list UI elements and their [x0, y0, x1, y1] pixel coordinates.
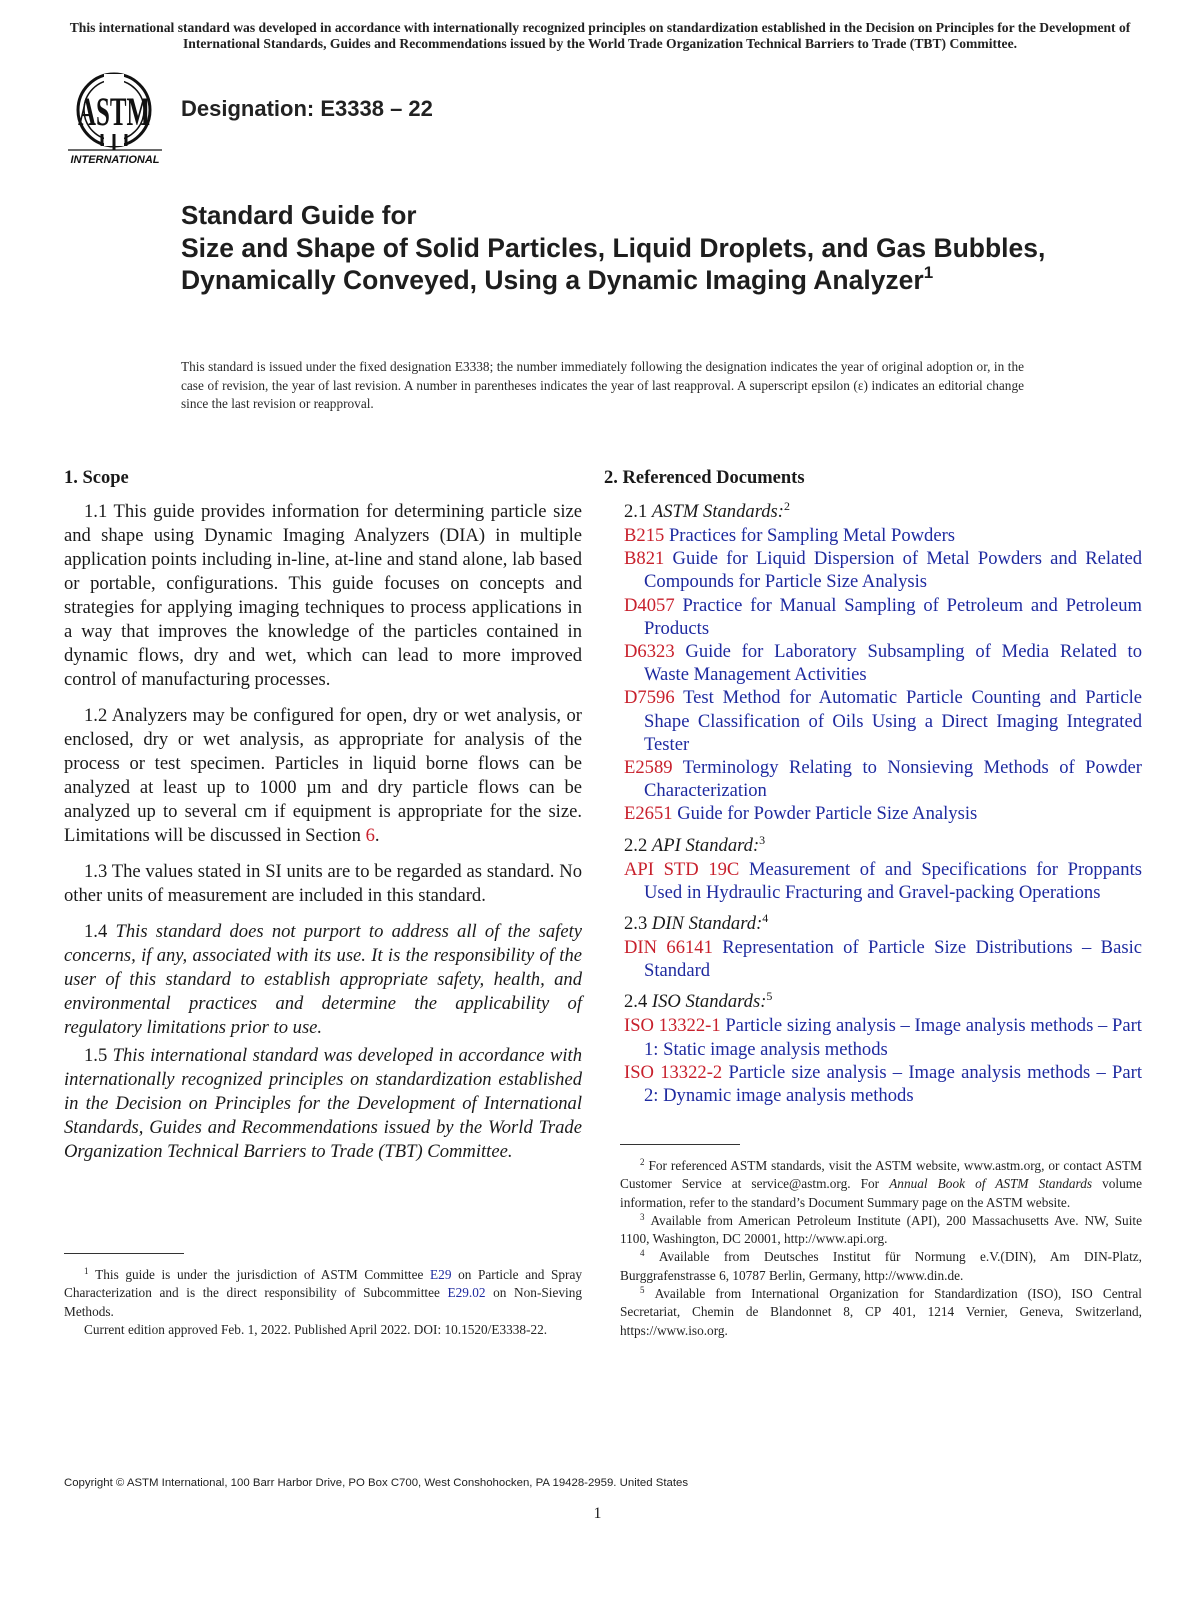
reference-item[interactable]	[604, 802, 1142, 825]
reference-title[interactable]: Practice for Manual Sampling of Petroleum and Petroleum Products	[644, 594, 1142, 639]
e29-02-link[interactable]: E29.02	[447, 1285, 486, 1301]
ref-group-heading: 2.4 ISO Standards:$^5$	[624, 989, 773, 1013]
footnote-4: $^4$ Available from Deutsches Institut für Normung e.V.(DIN), Am DIN-Platz, Burggrafenstrasse 6, 10787 Berlin, Germany, http://www.din.de.	[620, 1248, 1143, 1283]
reference-title[interactable]: Measurement of and Specifications for Proppants Used in Hydraulic Fracturing and Gravel-packing Operations	[644, 858, 1142, 903]
reference-item[interactable]	[604, 547, 1142, 593]
reference-code[interactable]: D4057	[624, 594, 675, 616]
ref-group-heading: 2.3 DIN Standard:$^4$	[624, 911, 769, 935]
reference-item[interactable]	[604, 524, 1142, 547]
footnote-1: $^1$ This guide is under the jurisdiction of ASTM Committee E29 on Particle and Spray Characterization and is the direct responsibility of Subcommittee E29.02 on Non-Sieving Methods.	[64, 1266, 583, 1319]
reference-item[interactable]	[604, 640, 1142, 686]
reference-title[interactable]: Particle size analysis – Image analysis methods – Part 2: Dynamic image analysis methods	[644, 1061, 1142, 1107]
current-edition: Current edition approved Feb. 1, 2022. Published April 2022. DOI: 10.1520/E3338-22.	[84, 1321, 548, 1337]
reference-code[interactable]: E2651	[624, 803, 673, 825]
reference-code[interactable]: E2589	[624, 757, 673, 779]
reference-title[interactable]: Test Method for Automatic Particle Counting and Particle Shape Classification of Oils Using a Direct Imaging Integrated Tester	[644, 687, 1142, 755]
logo-label-text: INTERNATIONAL	[70, 154, 160, 166]
reference-title[interactable]: Representation of Particle Size Distributions – Basic Standard	[644, 937, 1142, 982]
reference-item[interactable]	[604, 1061, 1142, 1107]
right-column	[604, 466, 1142, 1107]
referenced-heading: 2. Referenced Documents	[604, 468, 805, 488]
footnotes-left	[64, 1253, 582, 1339]
referenced-list	[604, 500, 1142, 1107]
scope-1-2: 1.2 Analyzers may be configured for open, dry or wet analysis, or enclosed, dry or wet analysis, as appropriate for analysis of the process or test specimen. Particles in liquid borne flows can be analyzed at least up to 1000 µm and dry particle flows can be analyzed up to several cm if equipment is appropriate for the size. Limitations will be discussed in Section 6.	[64, 705, 582, 846]
reference-title[interactable]: Practices for Sampling Metal Powders	[668, 525, 956, 546]
preface-note: This standard is issued under the fixed designation E3338; the number immediately following the designation indicates the year of original adoption or, in the case of revision, the year of last revision. A number in parentheses indicates the year of last reapproval. A superscript epsilon (ε) indicates an editorial change since the last revision or reapproval.	[181, 359, 1024, 411]
reference-item[interactable]	[604, 756, 1142, 802]
astm-logo-icon	[66, 70, 166, 166]
reference-code[interactable]: D6323	[624, 641, 675, 663]
title-footnote-mark: 1	[923, 263, 934, 282]
ref-group-heading: 2.1 ASTM Standards:$^2$	[624, 499, 790, 522]
reference-item[interactable]	[604, 686, 1142, 756]
title-line-1: Standard Guide for	[181, 200, 417, 230]
page-number: 1	[593, 1505, 602, 1522]
footnote-rule	[64, 1253, 184, 1254]
wto-notice: This international standard was developed in accordance with internationally recognized principles on standardization established in the Decision on Principles for the Development of International Standards, Guides and Recommendations issued by the World Trade Organization Technical Barriers to Trade (TBT) Committee.	[69, 20, 1131, 51]
reference-item[interactable]	[604, 594, 1142, 640]
title-main: Size and Shape of Solid Particles, Liquid Droplets, and Gas Bubbles, Dynamically Conveyed, Using a Dynamic Imaging Analyzer	[181, 233, 1046, 295]
e29-link[interactable]: E29	[430, 1267, 452, 1282]
footnote-2: $^2$ For referenced ASTM standards, visit the ASTM website, www.astm.org, or contact ASTM Customer Service at service@astm.org. For Annual Book of ASTM Standards volume information, refer to the standard’s Document Summary page on the ASTM website.	[620, 1157, 1143, 1210]
reference-title[interactable]: Guide for Liquid Dispersion of Metal Powders and Related Compounds for Particle Size Analysis	[644, 548, 1142, 593]
reference-title[interactable]: Particle sizing analysis – Image analysis methods – Part 1: Static image analysis methods	[644, 1015, 1142, 1060]
astm-logo	[66, 70, 166, 166]
footnotes-right	[620, 1144, 1142, 1340]
footnote-3: $^3$ Available from American Petroleum Institute (API), 200 Massachusetts Ave. NW, Suite 1100, Washington, DC 20001, http://www.api.org.	[620, 1211, 1142, 1247]
reference-code[interactable]: D7596	[624, 687, 675, 709]
scope-1-3: 1.3 The values stated in SI units are to be regarded as standard. No other units of measurement are included in this standard.	[64, 861, 582, 906]
reference-title[interactable]: Guide for Powder Particle Size Analysis	[677, 803, 978, 825]
designation: Designation: E3338 – 22	[181, 96, 433, 121]
reference-item[interactable]	[604, 936, 1142, 982]
ref-group-heading: 2.2 API Standard:$^3$	[624, 832, 766, 856]
left-column	[64, 466, 582, 1168]
footnote-5: $^5$ Available from International Organization for Standardization (ISO), ISO Central Secretariat, Chemin de Blandonnet 8, CP 401, 1214 Vernier, Geneva, Switzerland, https://www.iso.org.	[620, 1285, 1143, 1338]
footnote-rule	[620, 1144, 740, 1145]
document-title	[181, 198, 1061, 296]
reference-code[interactable]: DIN 66141	[624, 937, 713, 959]
logo-mark-text: ASTM	[78, 89, 150, 134]
copyright-line: Copyright © ASTM International, 100 Barr Harbor Drive, PO Box C700, West Conshohocken, PA 19428-2959. United States	[64, 1477, 689, 1489]
reference-item[interactable]	[604, 1014, 1142, 1060]
reference-code[interactable]: ISO 13322-2	[624, 1061, 723, 1083]
section-6-link[interactable]: 6	[365, 825, 375, 846]
reference-code[interactable]: B215	[624, 525, 665, 546]
reference-code[interactable]: API STD 19C	[624, 858, 740, 880]
title-line-2	[181, 232, 1061, 296]
reference-title[interactable]: Guide for Laboratory Subsampling of Media Related to Waste Management Activities	[644, 641, 1142, 686]
scope-heading: 1. Scope	[64, 468, 129, 488]
scope-1-4: 1.4 This standard does not purport to address all of the safety concerns, if any, associated with its use. It is the responsibility of the user of this standard to establish appropriate safety, health, and environmental practices and determine the applicability of regulatory limitations prior to use.	[64, 921, 582, 1038]
reference-code[interactable]: B821	[624, 548, 665, 570]
reference-code[interactable]: ISO 13322-1	[624, 1015, 721, 1037]
scope-1-5: 1.5 This international standard was developed in accordance with internationally recognized principles on standardization established in the Decision on Principles for the Development of International Standards, Guides and Recommendations issued by the World Trade Organization Technical Barriers to Trade (TBT) Committee.	[64, 1045, 582, 1162]
reference-title[interactable]: Terminology Relating to Nonsieving Methods of Powder Characterization	[644, 757, 1142, 802]
reference-item[interactable]	[604, 858, 1142, 904]
scope-1-1: 1.1 This guide provides information for determining particle size and shape using Dynamic Imaging Analyzers (DIA) in multiple application points including in-line, at-line and stand alone, lab based or portable, configurations. This guide focuses on concepts and strategies for applying imaging techniques to process applications in a way that improves the knowledge of the particles contained in dynamic flows, dry and wet, which can lead to more improved control of manufacturing processes.	[64, 501, 582, 690]
